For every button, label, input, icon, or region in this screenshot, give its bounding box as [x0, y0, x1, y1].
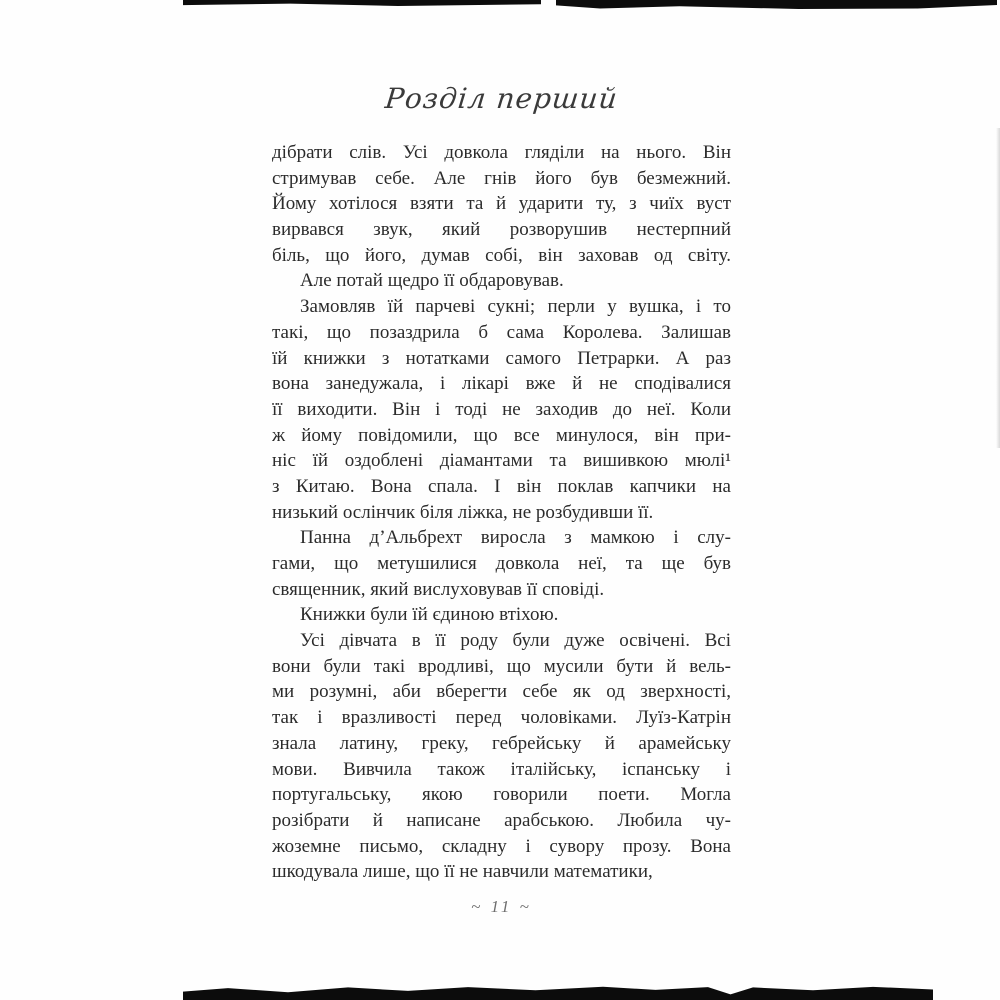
text-line: португальську, якою говорили поети. Могла [272, 784, 731, 806]
text-line: Але потай щедро її обдаровував. [300, 270, 564, 292]
text-line: ми розумні, аби вберегти себе як од зверхності, [272, 681, 731, 703]
scan-artifact-bottom [183, 986, 933, 1000]
text-line: вони були такі вродливі, що мусили бути й вель- [272, 655, 731, 677]
text-line: такі, що позаздрила б сама Королева. Залишав [272, 321, 731, 343]
scan-artifact-top-right [556, 0, 997, 9]
text-line: ж йому повідомили, що все минулося, він при- [272, 424, 731, 446]
text-line: Панна д’Альбрехт виросла з мамкою і слу- [300, 527, 731, 549]
text-line: мови. Вивчила також італійську, іспанську і [272, 758, 731, 780]
text-line: їй книжки з нотатками самого Петрарки. А раз [272, 347, 731, 369]
text-line: Усі дівчата в її роду були дуже освічені. Всі [300, 630, 731, 652]
text-line: Книжки були їй єдиною втіхою. [300, 604, 559, 626]
text-line: священник, який вислуховував її сповіді. [272, 578, 605, 600]
text-line: вона занедужала, і лікарі вже й не сподівалися [272, 373, 731, 395]
scan-edge-shadow [996, 128, 1000, 448]
body-text-column [272, 140, 731, 885]
text-line: з Китаю. Вона спала. І він поклав капчики на [272, 475, 731, 497]
text-line: розібрати й написане арабською. Любила чу- [272, 809, 731, 831]
text-line: її виходити. Він і тоді не заходив до неї. Коли [272, 398, 731, 420]
text-line: біль, що його, думав собі, він заховав од світу. [272, 244, 731, 266]
text-line: знала латину, греку, гебрейську й арамейську [272, 732, 731, 754]
page-number: ~ 11 ~ [471, 897, 532, 916]
text-line: шкодувала лише, що її не навчили математики, [272, 861, 653, 883]
text-line: вирвався звук, який розворушив нестерпний [272, 219, 731, 241]
text-line: ніс їй оздоблені діамантами та вишивкою мюлі¹ [272, 450, 731, 472]
text-line: так і вразливості перед чоловіками. Луїз-Катрін [272, 707, 731, 729]
chapter-heading: Розділ перший [383, 82, 620, 115]
text-line: жоземне письмо, складну і сувору прозу. Вона [272, 835, 731, 857]
text-line: Йому хотілося взяти та й ударити ту, з чиїх вуст [272, 193, 731, 215]
text-line: гами, що метушилися довкола неї, та ще був [272, 553, 731, 574]
text-line: дібрати слів. Усі довкола гляділи на нього. Він [272, 142, 731, 163]
text-line: низький ослінчик біля ліжка, не розбудивши її. [272, 501, 654, 523]
text-line: стримував себе. Але гнів його був безмежний. [272, 167, 731, 189]
text-line: Замовляв їй парчеві сукні; перли у вушка, і то [300, 296, 731, 318]
scan-artifact-top-left [183, 0, 541, 6]
